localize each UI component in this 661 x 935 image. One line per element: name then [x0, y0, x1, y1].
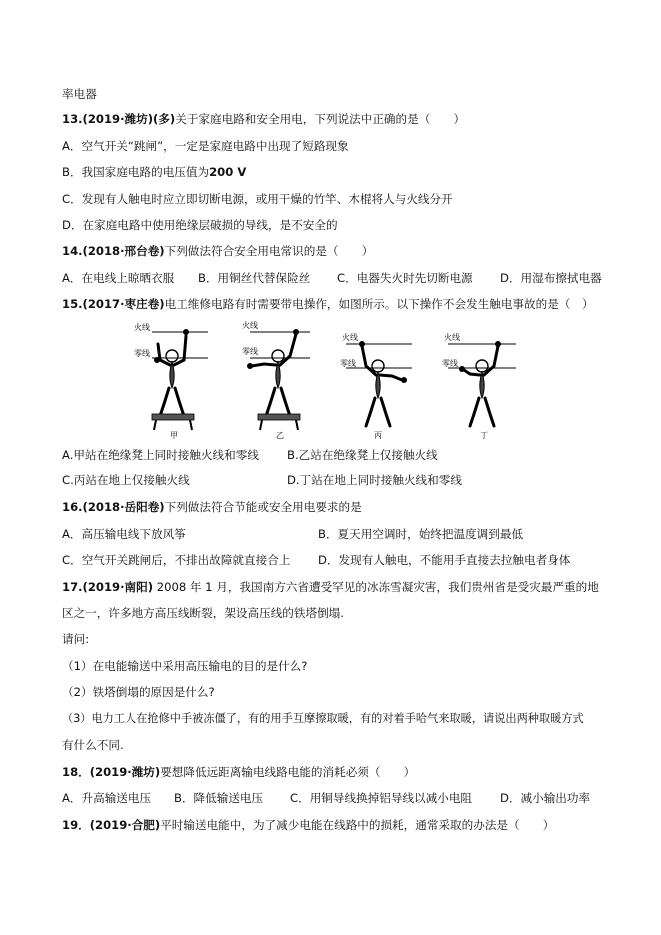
q17-stem-1: 2008 年 1 月，我国南方六省遭受罕见的冰冻雪凝灾害，我们贵州省是受灾最严重的地 [156, 580, 599, 594]
q13-tag: (多) [153, 112, 176, 126]
q15-option-b: B.乙站在绝缘凳上仅接触火线 [287, 448, 438, 462]
q17-ask: 请问: [62, 632, 90, 646]
panel-yi [242, 320, 310, 440]
q17-source: (2019·南阳) [82, 580, 154, 594]
q19-stem: 平时输送电能中，为了减少电能在线路中的损耗，通常采取的办法是（ ） [160, 818, 555, 832]
q17-sub-3a: （3）电力工人在抢修中手被冻僵了，有的用手互摩擦取暖，有的对着手哈气来取暖，请说出两种取暖方式 [62, 712, 584, 725]
question-19 [62, 817, 554, 833]
question-16 [62, 499, 362, 515]
q19-source: (2019·合肥) [89, 818, 161, 832]
question-13 [62, 111, 465, 127]
q16-source: (2018·岳阳卷) [82, 500, 165, 514]
yi-neutral-label: 零线 [242, 347, 258, 356]
q16-option-c: C．空气开关跳闸后，不排出故障就直接合上 [62, 553, 291, 567]
jia-live-label: 火线 [134, 323, 150, 332]
q16-option-b: B．夏天用空调时，始终把温度调到最低 [318, 527, 524, 541]
q15-option-d: D.丁站在地上同时接触火线和零线 [287, 473, 462, 487]
question-17 [62, 579, 599, 595]
q14-stem: 下列做法符合安全用电常识的是（ ） [164, 244, 374, 258]
q16-option-d: D．发现有人触电，不能用手直接去拉触电者身体 [318, 553, 571, 567]
q18-stem: 要想降低远距离输电线路电能的消耗必须（ ） [160, 765, 416, 779]
bing-neutral-label: 零线 [340, 359, 356, 368]
q14-option-c: C．电器失火时先切断电源 [337, 271, 473, 285]
q17-stem-2: 区之一，许多地方高压线断裂，架设高压线的铁塔倒塌. [62, 606, 344, 620]
q19-number: 19． [62, 818, 90, 832]
q15-number: 15. [62, 297, 83, 311]
q13-source: (2019·潍坊) [82, 112, 154, 126]
q17-number: 17. [62, 580, 83, 594]
q16-number: 16. [62, 500, 83, 514]
panel-jia [134, 322, 208, 440]
electrician-figure [130, 318, 520, 440]
q13-option-c: C．发现有人触电时应立即切断电源，或用干燥的竹竿、木棍将人与火线分开 [62, 192, 453, 206]
q13-stem: 关于家庭电路和安全用电，下列说法中正确的是（ ） [175, 112, 466, 126]
q17-sub-1: （1）在电能输送中采用高压输电的目的是什么? [62, 659, 308, 673]
question-14 [62, 243, 373, 259]
panel-ding [442, 332, 516, 440]
q13-option-a: A．空气开关“跳闸”，一定是家庭电路中出现了短路现象 [62, 139, 349, 153]
bing-live-label: 火线 [342, 333, 358, 342]
q13-option-b [62, 164, 246, 180]
yi-live-label: 火线 [242, 321, 258, 330]
q14-option-a: A．在电线上晾晒衣服 [62, 271, 175, 285]
q13-voltage: 200 V [209, 165, 247, 179]
panel-bing [340, 332, 412, 440]
q14-source: (2018·邢台卷) [82, 244, 165, 258]
q15-option-c: C.丙站在地上仅接触火线 [62, 473, 190, 487]
ding-neutral-label: 零线 [442, 359, 458, 368]
q13-option-d: D．在家庭电路中使用绝缘层破损的导线，是不安全的 [62, 218, 338, 232]
q13-option-b-text: B．我国家庭电路的电压值为 [62, 165, 210, 179]
q13-number: 13. [62, 112, 83, 126]
q15-option-a: A.甲站在绝缘凳上同时接触火线和零线 [62, 448, 259, 462]
intro-text: 率电器 [62, 87, 97, 101]
label-jia: 甲 [170, 431, 178, 440]
label-ding: 丁 [480, 431, 488, 440]
q15-source: (2017·枣庄卷) [82, 297, 165, 311]
question-18 [62, 764, 415, 780]
q17-sub-3b: 有什么不同. [62, 738, 124, 752]
question-15 [62, 296, 594, 312]
q18-option-b: B．降低输送电压 [174, 791, 264, 805]
q14-option-b: B．用铜丝代替保险丝 [198, 271, 311, 285]
q14-option-d: D．用湿布擦拭电器 [500, 271, 602, 285]
q14-number: 14. [62, 244, 83, 258]
q18-source: (2019·潍坊) [89, 765, 161, 779]
q15-stem: 电工维修电路有时需要带电操作，如图所示。以下操作不会发生触电事故的是（ ） [164, 297, 594, 311]
q18-number: 18． [62, 765, 90, 779]
q18-option-a: A．升高输送电压 [62, 791, 152, 805]
q18-option-c: C．用铜导线换掉铝导线以减小电阻 [290, 791, 473, 805]
q16-stem: 下列做法符合节能或安全用电要求的是 [164, 500, 362, 514]
label-yi: 乙 [276, 431, 284, 440]
q16-option-a: A．高压输电线下放风筝 [62, 527, 186, 541]
ding-live-label: 火线 [444, 333, 460, 342]
q18-option-d: D．减小输出功率 [500, 791, 591, 805]
label-bing: 丙 [374, 431, 382, 440]
jia-neutral-label: 零线 [134, 349, 150, 358]
q17-sub-2: （2）铁塔倒塌的原因是什么? [62, 685, 215, 699]
